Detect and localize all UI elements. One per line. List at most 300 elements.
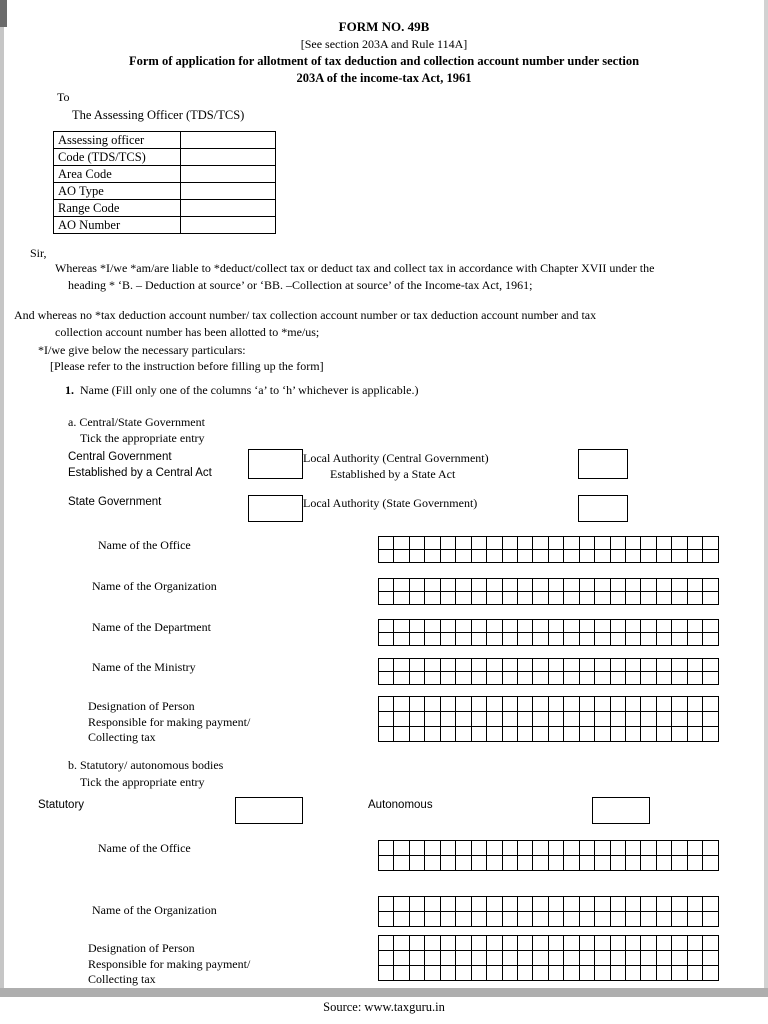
char-cell[interactable] <box>641 936 656 951</box>
char-cell[interactable] <box>687 841 702 856</box>
char-cell[interactable] <box>595 659 610 672</box>
char-cell[interactable] <box>471 537 486 550</box>
char-cell[interactable] <box>610 897 625 912</box>
char-cell[interactable] <box>379 633 394 646</box>
char-cell[interactable] <box>471 966 486 981</box>
char-cell[interactable] <box>471 951 486 966</box>
char-cell[interactable] <box>440 633 455 646</box>
char-cell[interactable] <box>517 951 532 966</box>
char-cell[interactable] <box>487 912 502 927</box>
char-cell[interactable] <box>687 537 702 550</box>
char-cell[interactable] <box>610 951 625 966</box>
char-cell[interactable] <box>425 951 440 966</box>
char-cell[interactable] <box>656 951 671 966</box>
char-cell[interactable] <box>517 697 532 712</box>
char-cell[interactable] <box>440 727 455 742</box>
char-cell[interactable] <box>487 712 502 727</box>
char-cell[interactable] <box>548 966 563 981</box>
char-cell[interactable] <box>409 633 424 646</box>
char-cell[interactable] <box>626 727 641 742</box>
char-cell[interactable] <box>610 712 625 727</box>
char-cell[interactable] <box>687 856 702 871</box>
char-cell[interactable] <box>394 966 409 981</box>
char-cell[interactable] <box>487 966 502 981</box>
char-cell[interactable] <box>409 897 424 912</box>
char-cell[interactable] <box>579 579 594 592</box>
char-cell[interactable] <box>579 966 594 981</box>
char-cell[interactable] <box>703 537 718 550</box>
char-cell[interactable] <box>502 537 517 550</box>
char-cell[interactable] <box>409 912 424 927</box>
char-cell[interactable] <box>703 712 718 727</box>
char-grid-organization-a[interactable] <box>378 578 719 605</box>
char-cell[interactable] <box>409 936 424 951</box>
char-cell[interactable] <box>471 936 486 951</box>
char-cell[interactable] <box>517 966 532 981</box>
char-cell[interactable] <box>517 936 532 951</box>
char-cell[interactable] <box>626 966 641 981</box>
char-cell[interactable] <box>564 712 579 727</box>
char-cell[interactable] <box>394 672 409 685</box>
char-cell[interactable] <box>703 697 718 712</box>
char-cell[interactable] <box>672 620 687 633</box>
char-cell[interactable] <box>394 633 409 646</box>
char-cell[interactable] <box>533 550 548 563</box>
char-cell[interactable] <box>564 727 579 742</box>
char-cell[interactable] <box>595 697 610 712</box>
char-cell[interactable] <box>456 579 471 592</box>
char-cell[interactable] <box>440 936 455 951</box>
char-cell[interactable] <box>656 579 671 592</box>
char-cell[interactable] <box>379 592 394 605</box>
char-grid-designation-a[interactable] <box>378 696 719 742</box>
char-cell[interactable] <box>425 579 440 592</box>
char-cell[interactable] <box>626 841 641 856</box>
char-cell[interactable] <box>656 897 671 912</box>
char-cell[interactable] <box>533 856 548 871</box>
char-cell[interactable] <box>394 727 409 742</box>
char-cell[interactable] <box>641 897 656 912</box>
char-cell[interactable] <box>548 912 563 927</box>
char-cell[interactable] <box>456 936 471 951</box>
ao-row-value-input[interactable] <box>181 183 276 200</box>
char-cell[interactable] <box>456 537 471 550</box>
char-cell[interactable] <box>517 856 532 871</box>
char-cell[interactable] <box>425 897 440 912</box>
char-cell[interactable] <box>656 672 671 685</box>
char-cell[interactable] <box>595 951 610 966</box>
char-cell[interactable] <box>564 897 579 912</box>
char-cell[interactable] <box>548 727 563 742</box>
char-cell[interactable] <box>456 966 471 981</box>
char-cell[interactable] <box>641 659 656 672</box>
char-cell[interactable] <box>533 633 548 646</box>
char-cell[interactable] <box>502 897 517 912</box>
char-cell[interactable] <box>672 712 687 727</box>
char-cell[interactable] <box>564 579 579 592</box>
char-cell[interactable] <box>626 912 641 927</box>
char-cell[interactable] <box>641 841 656 856</box>
char-cell[interactable] <box>456 697 471 712</box>
char-cell[interactable] <box>656 727 671 742</box>
char-cell[interactable] <box>425 727 440 742</box>
char-cell[interactable] <box>502 592 517 605</box>
char-cell[interactable] <box>471 592 486 605</box>
char-cell[interactable] <box>579 951 594 966</box>
char-cell[interactable] <box>517 897 532 912</box>
char-cell[interactable] <box>672 951 687 966</box>
char-cell[interactable] <box>487 841 502 856</box>
char-cell[interactable] <box>703 633 718 646</box>
char-cell[interactable] <box>656 633 671 646</box>
char-cell[interactable] <box>409 659 424 672</box>
char-cell[interactable] <box>656 697 671 712</box>
char-cell[interactable] <box>456 841 471 856</box>
char-cell[interactable] <box>703 727 718 742</box>
char-cell[interactable] <box>409 620 424 633</box>
char-cell[interactable] <box>456 592 471 605</box>
char-cell[interactable] <box>379 579 394 592</box>
char-cell[interactable] <box>579 727 594 742</box>
char-cell[interactable] <box>595 856 610 871</box>
char-cell[interactable] <box>440 659 455 672</box>
char-grid-organization-b[interactable] <box>378 896 719 927</box>
char-cell[interactable] <box>533 912 548 927</box>
char-cell[interactable] <box>409 697 424 712</box>
char-cell[interactable] <box>564 620 579 633</box>
char-cell[interactable] <box>626 550 641 563</box>
char-cell[interactable] <box>703 550 718 563</box>
char-cell[interactable] <box>656 936 671 951</box>
char-cell[interactable] <box>487 579 502 592</box>
char-cell[interactable] <box>456 897 471 912</box>
char-cell[interactable] <box>394 579 409 592</box>
char-cell[interactable] <box>394 897 409 912</box>
char-cell[interactable] <box>626 672 641 685</box>
char-cell[interactable] <box>471 841 486 856</box>
char-cell[interactable] <box>641 856 656 871</box>
char-cell[interactable] <box>440 966 455 981</box>
char-cell[interactable] <box>595 966 610 981</box>
char-cell[interactable] <box>379 966 394 981</box>
char-cell[interactable] <box>703 659 718 672</box>
char-cell[interactable] <box>626 633 641 646</box>
char-cell[interactable] <box>564 841 579 856</box>
char-cell[interactable] <box>687 727 702 742</box>
char-cell[interactable] <box>517 620 532 633</box>
char-cell[interactable] <box>471 633 486 646</box>
char-cell[interactable] <box>502 951 517 966</box>
char-cell[interactable] <box>564 672 579 685</box>
tickbox-central-government[interactable] <box>248 449 303 479</box>
char-cell[interactable] <box>409 712 424 727</box>
char-cell[interactable] <box>672 936 687 951</box>
char-cell[interactable] <box>626 579 641 592</box>
ao-row-value-input[interactable] <box>181 200 276 217</box>
char-cell[interactable] <box>440 697 455 712</box>
char-cell[interactable] <box>487 659 502 672</box>
char-cell[interactable] <box>548 697 563 712</box>
ao-row-value-input[interactable] <box>181 132 276 149</box>
char-cell[interactable] <box>487 592 502 605</box>
char-cell[interactable] <box>517 550 532 563</box>
char-cell[interactable] <box>656 966 671 981</box>
char-cell[interactable] <box>440 897 455 912</box>
char-cell[interactable] <box>425 537 440 550</box>
char-cell[interactable] <box>425 620 440 633</box>
char-cell[interactable] <box>687 712 702 727</box>
char-grid-ministry[interactable] <box>378 658 719 685</box>
char-cell[interactable] <box>379 550 394 563</box>
char-cell[interactable] <box>502 550 517 563</box>
char-cell[interactable] <box>394 936 409 951</box>
char-cell[interactable] <box>502 727 517 742</box>
char-cell[interactable] <box>487 936 502 951</box>
char-cell[interactable] <box>595 550 610 563</box>
char-cell[interactable] <box>564 966 579 981</box>
tickbox-state-government[interactable] <box>248 495 303 522</box>
char-cell[interactable] <box>548 579 563 592</box>
char-cell[interactable] <box>595 712 610 727</box>
char-cell[interactable] <box>610 856 625 871</box>
char-cell[interactable] <box>672 856 687 871</box>
char-cell[interactable] <box>425 659 440 672</box>
char-cell[interactable] <box>471 912 486 927</box>
char-cell[interactable] <box>548 951 563 966</box>
char-cell[interactable] <box>610 550 625 563</box>
ao-row-value-input[interactable] <box>181 217 276 234</box>
char-cell[interactable] <box>656 659 671 672</box>
char-cell[interactable] <box>425 712 440 727</box>
char-cell[interactable] <box>456 727 471 742</box>
char-cell[interactable] <box>672 550 687 563</box>
char-cell[interactable] <box>517 672 532 685</box>
char-cell[interactable] <box>703 579 718 592</box>
char-cell[interactable] <box>579 697 594 712</box>
char-cell[interactable] <box>379 659 394 672</box>
char-cell[interactable] <box>626 537 641 550</box>
char-cell[interactable] <box>394 620 409 633</box>
char-cell[interactable] <box>548 620 563 633</box>
char-cell[interactable] <box>579 550 594 563</box>
char-cell[interactable] <box>533 936 548 951</box>
char-cell[interactable] <box>533 697 548 712</box>
char-cell[interactable] <box>440 579 455 592</box>
char-cell[interactable] <box>487 697 502 712</box>
char-cell[interactable] <box>626 697 641 712</box>
char-cell[interactable] <box>610 697 625 712</box>
char-cell[interactable] <box>425 550 440 563</box>
char-cell[interactable] <box>456 912 471 927</box>
char-cell[interactable] <box>595 912 610 927</box>
char-grid-office-b[interactable] <box>378 840 719 871</box>
char-cell[interactable] <box>672 537 687 550</box>
char-cell[interactable] <box>440 951 455 966</box>
char-cell[interactable] <box>517 579 532 592</box>
char-cell[interactable] <box>456 672 471 685</box>
char-cell[interactable] <box>626 856 641 871</box>
char-cell[interactable] <box>409 550 424 563</box>
char-cell[interactable] <box>595 592 610 605</box>
char-cell[interactable] <box>394 912 409 927</box>
char-cell[interactable] <box>394 712 409 727</box>
char-cell[interactable] <box>610 912 625 927</box>
char-cell[interactable] <box>626 620 641 633</box>
char-cell[interactable] <box>548 537 563 550</box>
char-cell[interactable] <box>425 672 440 685</box>
ao-row-value-input[interactable] <box>181 149 276 166</box>
char-cell[interactable] <box>425 912 440 927</box>
char-cell[interactable] <box>579 897 594 912</box>
char-cell[interactable] <box>487 856 502 871</box>
char-cell[interactable] <box>409 841 424 856</box>
char-cell[interactable] <box>517 912 532 927</box>
char-cell[interactable] <box>548 712 563 727</box>
char-cell[interactable] <box>703 620 718 633</box>
char-cell[interactable] <box>579 672 594 685</box>
char-cell[interactable] <box>595 841 610 856</box>
char-cell[interactable] <box>533 951 548 966</box>
char-cell[interactable] <box>564 697 579 712</box>
char-cell[interactable] <box>687 936 702 951</box>
char-cell[interactable] <box>564 659 579 672</box>
char-cell[interactable] <box>595 620 610 633</box>
tickbox-local-authority-state[interactable] <box>578 495 628 522</box>
char-cell[interactable] <box>379 951 394 966</box>
char-cell[interactable] <box>579 537 594 550</box>
char-cell[interactable] <box>672 579 687 592</box>
char-cell[interactable] <box>641 579 656 592</box>
char-cell[interactable] <box>533 712 548 727</box>
char-cell[interactable] <box>564 592 579 605</box>
char-cell[interactable] <box>672 672 687 685</box>
char-cell[interactable] <box>502 966 517 981</box>
char-cell[interactable] <box>672 633 687 646</box>
char-cell[interactable] <box>564 537 579 550</box>
char-cell[interactable] <box>471 897 486 912</box>
char-cell[interactable] <box>517 592 532 605</box>
char-cell[interactable] <box>502 672 517 685</box>
char-cell[interactable] <box>425 841 440 856</box>
char-cell[interactable] <box>672 697 687 712</box>
char-cell[interactable] <box>456 550 471 563</box>
char-cell[interactable] <box>409 856 424 871</box>
char-cell[interactable] <box>502 912 517 927</box>
char-cell[interactable] <box>641 712 656 727</box>
char-cell[interactable] <box>440 592 455 605</box>
char-cell[interactable] <box>502 579 517 592</box>
char-cell[interactable] <box>626 897 641 912</box>
char-cell[interactable] <box>502 633 517 646</box>
char-cell[interactable] <box>672 912 687 927</box>
char-cell[interactable] <box>656 841 671 856</box>
char-cell[interactable] <box>548 592 563 605</box>
char-cell[interactable] <box>595 897 610 912</box>
char-cell[interactable] <box>641 672 656 685</box>
char-cell[interactable] <box>687 897 702 912</box>
char-cell[interactable] <box>379 537 394 550</box>
char-cell[interactable] <box>610 727 625 742</box>
char-cell[interactable] <box>687 697 702 712</box>
char-cell[interactable] <box>703 592 718 605</box>
char-cell[interactable] <box>517 659 532 672</box>
char-cell[interactable] <box>456 633 471 646</box>
char-cell[interactable] <box>425 633 440 646</box>
char-cell[interactable] <box>595 727 610 742</box>
char-cell[interactable] <box>456 856 471 871</box>
char-cell[interactable] <box>672 659 687 672</box>
char-cell[interactable] <box>533 537 548 550</box>
char-cell[interactable] <box>610 579 625 592</box>
char-cell[interactable] <box>409 951 424 966</box>
char-cell[interactable] <box>641 951 656 966</box>
char-cell[interactable] <box>656 550 671 563</box>
char-cell[interactable] <box>487 727 502 742</box>
char-cell[interactable] <box>394 951 409 966</box>
char-cell[interactable] <box>425 697 440 712</box>
char-cell[interactable] <box>409 537 424 550</box>
char-cell[interactable] <box>471 727 486 742</box>
char-grid-designation-b[interactable] <box>378 935 719 981</box>
char-cell[interactable] <box>409 579 424 592</box>
char-cell[interactable] <box>579 712 594 727</box>
char-cell[interactable] <box>548 672 563 685</box>
char-cell[interactable] <box>703 841 718 856</box>
char-cell[interactable] <box>471 697 486 712</box>
char-cell[interactable] <box>517 727 532 742</box>
char-cell[interactable] <box>641 912 656 927</box>
tickbox-autonomous[interactable] <box>592 797 650 824</box>
char-cell[interactable] <box>440 672 455 685</box>
char-cell[interactable] <box>487 951 502 966</box>
char-cell[interactable] <box>440 550 455 563</box>
char-cell[interactable] <box>687 912 702 927</box>
char-cell[interactable] <box>502 659 517 672</box>
char-cell[interactable] <box>487 672 502 685</box>
char-cell[interactable] <box>641 697 656 712</box>
char-cell[interactable] <box>687 659 702 672</box>
char-cell[interactable] <box>687 951 702 966</box>
char-cell[interactable] <box>564 936 579 951</box>
char-cell[interactable] <box>502 712 517 727</box>
char-cell[interactable] <box>703 856 718 871</box>
char-cell[interactable] <box>564 912 579 927</box>
char-cell[interactable] <box>533 659 548 672</box>
char-cell[interactable] <box>610 841 625 856</box>
char-cell[interactable] <box>517 537 532 550</box>
char-cell[interactable] <box>533 841 548 856</box>
char-cell[interactable] <box>471 659 486 672</box>
char-cell[interactable] <box>409 672 424 685</box>
char-cell[interactable] <box>579 620 594 633</box>
char-cell[interactable] <box>440 912 455 927</box>
char-cell[interactable] <box>687 620 702 633</box>
char-cell[interactable] <box>641 550 656 563</box>
char-cell[interactable] <box>595 936 610 951</box>
char-cell[interactable] <box>425 592 440 605</box>
char-cell[interactable] <box>394 592 409 605</box>
char-cell[interactable] <box>548 550 563 563</box>
char-cell[interactable] <box>487 550 502 563</box>
char-cell[interactable] <box>656 620 671 633</box>
char-cell[interactable] <box>487 633 502 646</box>
char-cell[interactable] <box>610 966 625 981</box>
char-cell[interactable] <box>687 966 702 981</box>
char-cell[interactable] <box>703 912 718 927</box>
char-cell[interactable] <box>579 856 594 871</box>
char-cell[interactable] <box>672 727 687 742</box>
char-cell[interactable] <box>394 841 409 856</box>
